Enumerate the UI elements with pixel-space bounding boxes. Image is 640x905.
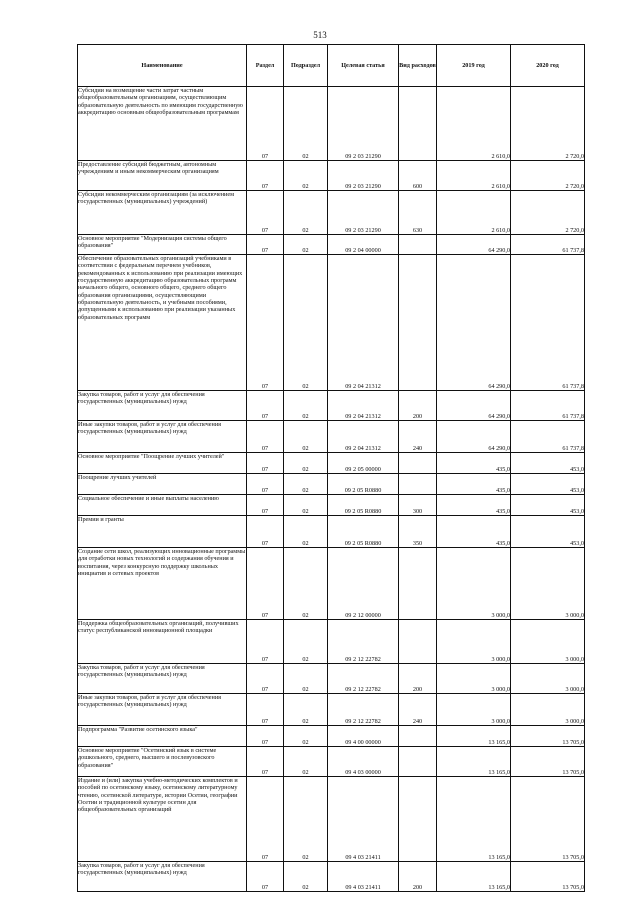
row-name bbox=[78, 495, 247, 516]
header-section: Раздел bbox=[247, 45, 284, 87]
row-section: 07 bbox=[247, 620, 284, 664]
row-name-text: Премии и гранты bbox=[78, 516, 124, 523]
row-expense-type bbox=[399, 548, 437, 620]
row-target: 09 2 12 00000 bbox=[328, 548, 399, 620]
table-row bbox=[78, 391, 585, 421]
row-name-text: Закупка товаров, работ и услуг для обеспечения государственных (муниципальных) нужд bbox=[78, 391, 205, 406]
row-name bbox=[78, 747, 247, 777]
row-name bbox=[78, 620, 247, 664]
row-subsection: 02 bbox=[284, 495, 328, 516]
row-target: 09 2 03 21290 bbox=[328, 161, 399, 191]
row-name bbox=[78, 87, 247, 161]
table-row bbox=[78, 191, 585, 235]
row-section: 07 bbox=[247, 862, 284, 892]
row-name bbox=[78, 161, 247, 191]
row-subsection: 02 bbox=[284, 191, 328, 235]
row-expense-type bbox=[399, 255, 437, 391]
row-2019: 435,0 bbox=[437, 516, 511, 548]
header-2019: 2019 год bbox=[437, 45, 511, 87]
row-section: 07 bbox=[247, 516, 284, 548]
row-section: 07 bbox=[247, 747, 284, 777]
row-section: 07 bbox=[247, 777, 284, 862]
row-2020: 2 720,0 bbox=[511, 161, 585, 191]
row-subsection: 02 bbox=[284, 620, 328, 664]
row-subsection: 02 bbox=[284, 516, 328, 548]
header-expense-type: Вид расходов bbox=[399, 45, 437, 87]
header-2020: 2020 год bbox=[511, 45, 585, 87]
row-name-text: Создание сети школ, реализующих инновационные программы для отработки новых технологий и содержания обучения и воспитания, через конкурсную поддержку школьных инициатив и сетевых проектов bbox=[78, 548, 246, 578]
row-target: 09 2 12 22782 bbox=[328, 620, 399, 664]
row-subsection: 02 bbox=[284, 255, 328, 391]
header-subsection: Подраздел bbox=[284, 45, 328, 87]
row-name bbox=[78, 235, 247, 255]
row-name-text: Основное мероприятие "Осетинский язык в системе дошкольного, среднего, высшего и послевузовского образования" bbox=[78, 747, 217, 769]
row-expense-type bbox=[399, 453, 437, 474]
row-name-text: Социальное обеспечение и иные выплаты населению bbox=[78, 495, 219, 502]
row-2019: 2 610,0 bbox=[437, 191, 511, 235]
row-name-text: Закупка товаров, работ и услуг для обеспечения государственных (муниципальных) нужд bbox=[78, 862, 205, 877]
row-2019: 2 610,0 bbox=[437, 87, 511, 161]
row-2020: 61 737,8 bbox=[511, 391, 585, 421]
row-2020: 3 000,0 bbox=[511, 620, 585, 664]
row-name-text: Основное мероприятие "Модернизация системы общего образования" bbox=[78, 235, 227, 250]
row-expense-type bbox=[399, 747, 437, 777]
row-2019: 64 290,0 bbox=[437, 255, 511, 391]
row-subsection: 02 bbox=[284, 391, 328, 421]
page-number: 513 bbox=[313, 30, 327, 40]
table-row bbox=[78, 453, 585, 474]
row-section: 07 bbox=[247, 453, 284, 474]
row-2019: 3 000,0 bbox=[437, 548, 511, 620]
row-name bbox=[78, 191, 247, 235]
row-name bbox=[78, 777, 247, 862]
row-2019: 3 000,0 bbox=[437, 664, 511, 694]
row-name-text: Предоставление субсидий бюджетным, автономным учреждениям и иным некоммерческим организациям bbox=[78, 161, 219, 176]
row-2020: 2 720,0 bbox=[511, 87, 585, 161]
header-name: Наименование bbox=[78, 45, 247, 87]
row-section: 07 bbox=[247, 726, 284, 747]
row-subsection: 02 bbox=[284, 453, 328, 474]
table-row bbox=[78, 777, 585, 862]
row-name-text: Поддержка общеобразовательных организаций, получивших статус республиканской инновационной площадки bbox=[78, 620, 239, 635]
row-target: 09 2 03 21290 bbox=[328, 191, 399, 235]
row-subsection: 02 bbox=[284, 87, 328, 161]
table-row bbox=[78, 620, 585, 664]
row-subsection: 02 bbox=[284, 421, 328, 453]
row-expense-type: 240 bbox=[399, 694, 437, 726]
row-name bbox=[78, 726, 247, 747]
table-row bbox=[78, 495, 585, 516]
row-subsection: 02 bbox=[284, 235, 328, 255]
row-section: 07 bbox=[247, 161, 284, 191]
table-row bbox=[78, 862, 585, 892]
row-subsection: 02 bbox=[284, 664, 328, 694]
row-expense-type: 630 bbox=[399, 191, 437, 235]
table-row bbox=[78, 161, 585, 191]
row-target: 09 4 00 00000 bbox=[328, 726, 399, 747]
table-row bbox=[78, 474, 585, 495]
table-row bbox=[78, 255, 585, 391]
row-subsection: 02 bbox=[284, 747, 328, 777]
row-expense-type: 240 bbox=[399, 421, 437, 453]
row-2019: 435,0 bbox=[437, 495, 511, 516]
row-subsection: 02 bbox=[284, 862, 328, 892]
row-target: 09 2 05 R0880 bbox=[328, 474, 399, 495]
row-subsection: 02 bbox=[284, 161, 328, 191]
row-2020: 3 000,0 bbox=[511, 694, 585, 726]
row-expense-type bbox=[399, 620, 437, 664]
row-name-text: Издание и (или) закупка учебно-методических комплектов и пособий по осетинскому языку, осетинскому литературному чтению, осетинской литературе, истории Осетии, географии Осетии и традиционной культуре осетин для общеобразовательных организаций bbox=[78, 777, 238, 814]
row-expense-type: 200 bbox=[399, 391, 437, 421]
row-subsection: 02 bbox=[284, 777, 328, 862]
table-row bbox=[78, 516, 585, 548]
row-section: 07 bbox=[247, 255, 284, 391]
row-name-text: Субсидии некоммерческим организациям (за исключением государственных (муниципальных) учреждений) bbox=[78, 191, 234, 206]
row-2020: 61 737,8 bbox=[511, 421, 585, 453]
row-name-text: Основное мероприятие "Поощрение лучших учителей" bbox=[78, 453, 225, 460]
row-expense-type bbox=[399, 235, 437, 255]
row-section: 07 bbox=[247, 235, 284, 255]
row-name-text: Подпрограмма "Развитие осетинского языка" bbox=[78, 726, 198, 733]
table-body bbox=[78, 87, 585, 892]
row-name bbox=[78, 391, 247, 421]
row-name bbox=[78, 474, 247, 495]
row-name bbox=[78, 453, 247, 474]
row-target: 09 2 04 21312 bbox=[328, 421, 399, 453]
row-name-text: Поощрение лучших учителей bbox=[78, 474, 157, 481]
row-name-text: Закупка товаров, работ и услуг для обеспечения государственных (муниципальных) нужд bbox=[78, 664, 205, 679]
row-2020: 453,0 bbox=[511, 474, 585, 495]
table-row bbox=[78, 87, 585, 161]
row-2020: 3 000,0 bbox=[511, 548, 585, 620]
row-2019: 2 610,0 bbox=[437, 161, 511, 191]
row-expense-type bbox=[399, 726, 437, 747]
row-2020: 453,0 bbox=[511, 495, 585, 516]
row-2020: 13 705,0 bbox=[511, 747, 585, 777]
table-row bbox=[78, 747, 585, 777]
row-name-text: Обеспечение образовательных организаций учебниками в соответствии с федеральным перечнем учебников, рекомендованных к использованию при реализации имеющих государственную аккредитацию образовательных программ начального общего, основного общего, среднего общего образования организациями, осуществляющими образовательную деятельность, и учебными пособиями, допущенными к использованию при реализации указанных образовательных программ bbox=[78, 255, 243, 321]
row-name bbox=[78, 421, 247, 453]
row-name-text: Иные закупки товаров, работ и услуг для обеспечения государственных (муниципальных) нужд bbox=[78, 421, 221, 436]
row-section: 07 bbox=[247, 87, 284, 161]
row-name-text: Субсидии на возмещение части затрат частным общеобразовательным организациям, осуществляющим образовательную деятельность по имеющим государственную аккредитацию основным общеобразовательным программам bbox=[78, 87, 243, 117]
row-subsection: 02 bbox=[284, 548, 328, 620]
row-2019: 13 165,0 bbox=[437, 747, 511, 777]
row-section: 07 bbox=[247, 664, 284, 694]
row-2020: 453,0 bbox=[511, 516, 585, 548]
row-target: 09 2 05 R0880 bbox=[328, 516, 399, 548]
row-2019: 435,0 bbox=[437, 453, 511, 474]
row-name bbox=[78, 548, 247, 620]
row-2020: 453,0 bbox=[511, 453, 585, 474]
row-section: 07 bbox=[247, 391, 284, 421]
row-expense-type: 200 bbox=[399, 862, 437, 892]
table-row bbox=[78, 726, 585, 747]
row-2019: 64 290,0 bbox=[437, 421, 511, 453]
row-2019: 3 000,0 bbox=[437, 620, 511, 664]
row-name-text: Иные закупки товаров, работ и услуг для обеспечения государственных (муниципальных) нужд bbox=[78, 694, 221, 709]
row-2019: 3 000,0 bbox=[437, 694, 511, 726]
row-section: 07 bbox=[247, 548, 284, 620]
table-row bbox=[78, 421, 585, 453]
row-target: 09 2 12 22782 bbox=[328, 694, 399, 726]
row-target: 09 2 04 00000 bbox=[328, 235, 399, 255]
table-header-row bbox=[78, 45, 585, 87]
row-section: 07 bbox=[247, 495, 284, 516]
row-expense-type: 200 bbox=[399, 664, 437, 694]
row-target: 09 2 12 22782 bbox=[328, 664, 399, 694]
row-expense-type: 300 bbox=[399, 495, 437, 516]
row-target: 09 2 05 R0880 bbox=[328, 495, 399, 516]
row-section: 07 bbox=[247, 694, 284, 726]
row-section: 07 bbox=[247, 474, 284, 495]
row-expense-type bbox=[399, 87, 437, 161]
row-name bbox=[78, 664, 247, 694]
row-2020: 13 705,0 bbox=[511, 862, 585, 892]
row-section: 07 bbox=[247, 421, 284, 453]
row-2020: 13 705,0 bbox=[511, 726, 585, 747]
row-section: 07 bbox=[247, 191, 284, 235]
row-2019: 13 165,0 bbox=[437, 726, 511, 747]
row-2020: 61 737,8 bbox=[511, 255, 585, 391]
table-row bbox=[78, 235, 585, 255]
row-expense-type: 350 bbox=[399, 516, 437, 548]
table-row bbox=[78, 664, 585, 694]
row-2019: 13 165,0 bbox=[437, 862, 511, 892]
row-subsection: 02 bbox=[284, 694, 328, 726]
row-subsection: 02 bbox=[284, 474, 328, 495]
row-2019: 64 290,0 bbox=[437, 235, 511, 255]
row-target: 09 2 03 21290 bbox=[328, 87, 399, 161]
row-expense-type bbox=[399, 474, 437, 495]
row-2020: 61 737,8 bbox=[511, 235, 585, 255]
row-2020: 13 705,0 bbox=[511, 777, 585, 862]
row-2019: 435,0 bbox=[437, 474, 511, 495]
row-expense-type bbox=[399, 777, 437, 862]
table-row bbox=[78, 694, 585, 726]
row-target: 09 4 03 00000 bbox=[328, 747, 399, 777]
row-2020: 2 720,0 bbox=[511, 191, 585, 235]
header-target: Целевая статья bbox=[328, 45, 399, 87]
row-name bbox=[78, 255, 247, 391]
table-row bbox=[78, 548, 585, 620]
row-target: 09 2 05 00000 bbox=[328, 453, 399, 474]
row-target: 09 4 03 21411 bbox=[328, 777, 399, 862]
row-subsection: 02 bbox=[284, 726, 328, 747]
row-name bbox=[78, 694, 247, 726]
row-expense-type: 600 bbox=[399, 161, 437, 191]
row-target: 09 2 04 21312 bbox=[328, 255, 399, 391]
row-target: 09 2 04 21312 bbox=[328, 391, 399, 421]
row-name bbox=[78, 862, 247, 892]
row-2019: 64 290,0 bbox=[437, 391, 511, 421]
budget-table bbox=[77, 44, 585, 892]
row-2019: 13 165,0 bbox=[437, 777, 511, 862]
row-name bbox=[78, 516, 247, 548]
row-2020: 3 000,0 bbox=[511, 664, 585, 694]
row-target: 09 4 03 21411 bbox=[328, 862, 399, 892]
